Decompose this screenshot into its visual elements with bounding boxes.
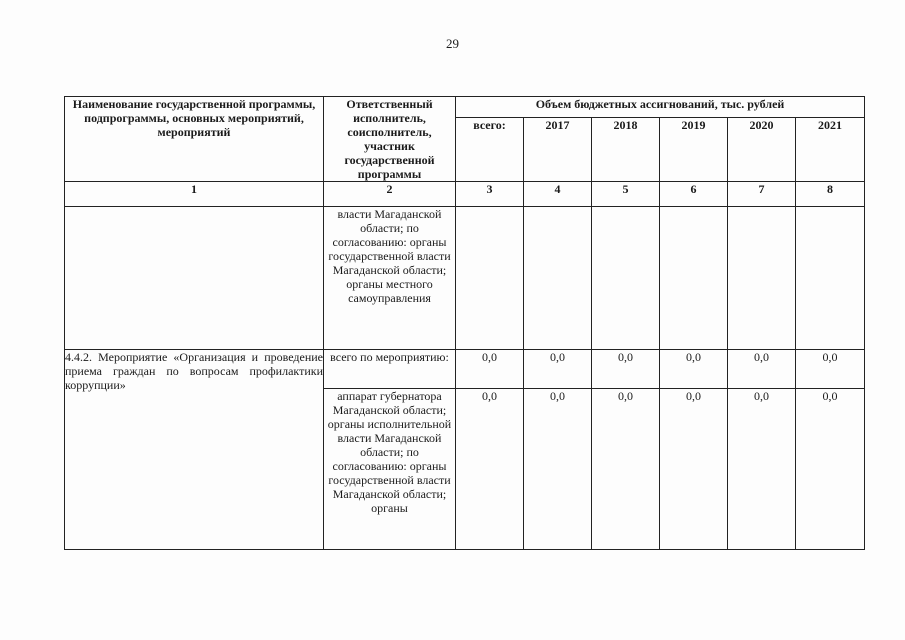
value-cell (456, 207, 524, 350)
header-name-col: Наименование государственной программы, подпрограммы, основных мероприятий, мероприятий (65, 97, 324, 182)
header-responsible-col: Ответственный исполнитель, соисполнитель, участник государственной программы (324, 97, 456, 182)
header-year-2019: 2019 (660, 118, 728, 182)
header-volume-col: Объем бюджетных ассигнований, тыс. рублей (456, 97, 865, 118)
value-cell (728, 207, 796, 350)
header-year-2017: 2017 (524, 118, 592, 182)
page-number: 29 (446, 36, 459, 51)
header-row (65, 97, 865, 118)
col-number: 8 (796, 182, 865, 207)
value-2018: 0,0 (592, 389, 660, 550)
responsible-cell (324, 207, 456, 350)
value-cell (524, 207, 592, 350)
responsible-total-cell: всего по мероприятию: (324, 350, 456, 389)
table-row (65, 207, 865, 350)
col-number: 7 (728, 182, 796, 207)
value-2020: 0,0 (728, 350, 796, 389)
col-number: 4 (524, 182, 592, 207)
col-number: 3 (456, 182, 524, 207)
value-total: 0,0 (456, 350, 524, 389)
col-number: 5 (592, 182, 660, 207)
value-2020: 0,0 (728, 389, 796, 550)
value-cell (796, 207, 865, 350)
column-number-row (65, 182, 865, 207)
value-total: 0,0 (456, 389, 524, 550)
value-2019: 0,0 (660, 350, 728, 389)
value-2021: 0,0 (796, 350, 865, 389)
responsible-text: аппарат губернатора Магаданской области; органы исполнительной власти Магаданской области; по согласованию: органы государственной власти Магаданской области; органы (327, 389, 452, 515)
value-2017: 0,0 (524, 350, 592, 389)
header-year-2020: 2020 (728, 118, 796, 182)
col-number: 2 (324, 182, 456, 207)
value-2019: 0,0 (660, 389, 728, 550)
budget-table (64, 96, 865, 550)
col-number: 6 (660, 182, 728, 207)
value-cell (660, 207, 728, 350)
table-row (65, 350, 865, 389)
header-year-2018: 2018 (592, 118, 660, 182)
col-number: 1 (65, 182, 324, 207)
name-cell-empty (65, 207, 324, 350)
value-cell (592, 207, 660, 350)
responsible-text: власти Магаданской области; по согласованию: органы государственной власти Магаданской области; органы местного самоуправления (328, 207, 451, 305)
measure-name: 4.4.2. Мероприятие «Организация и проведение приема граждан по вопросам профилактики коррупции» (65, 350, 324, 550)
value-2018: 0,0 (592, 350, 660, 389)
value-2021: 0,0 (796, 389, 865, 550)
header-year-2021: 2021 (796, 118, 865, 182)
value-2017: 0,0 (524, 389, 592, 550)
responsible-cell (324, 389, 456, 550)
header-total: всего: (456, 118, 524, 182)
